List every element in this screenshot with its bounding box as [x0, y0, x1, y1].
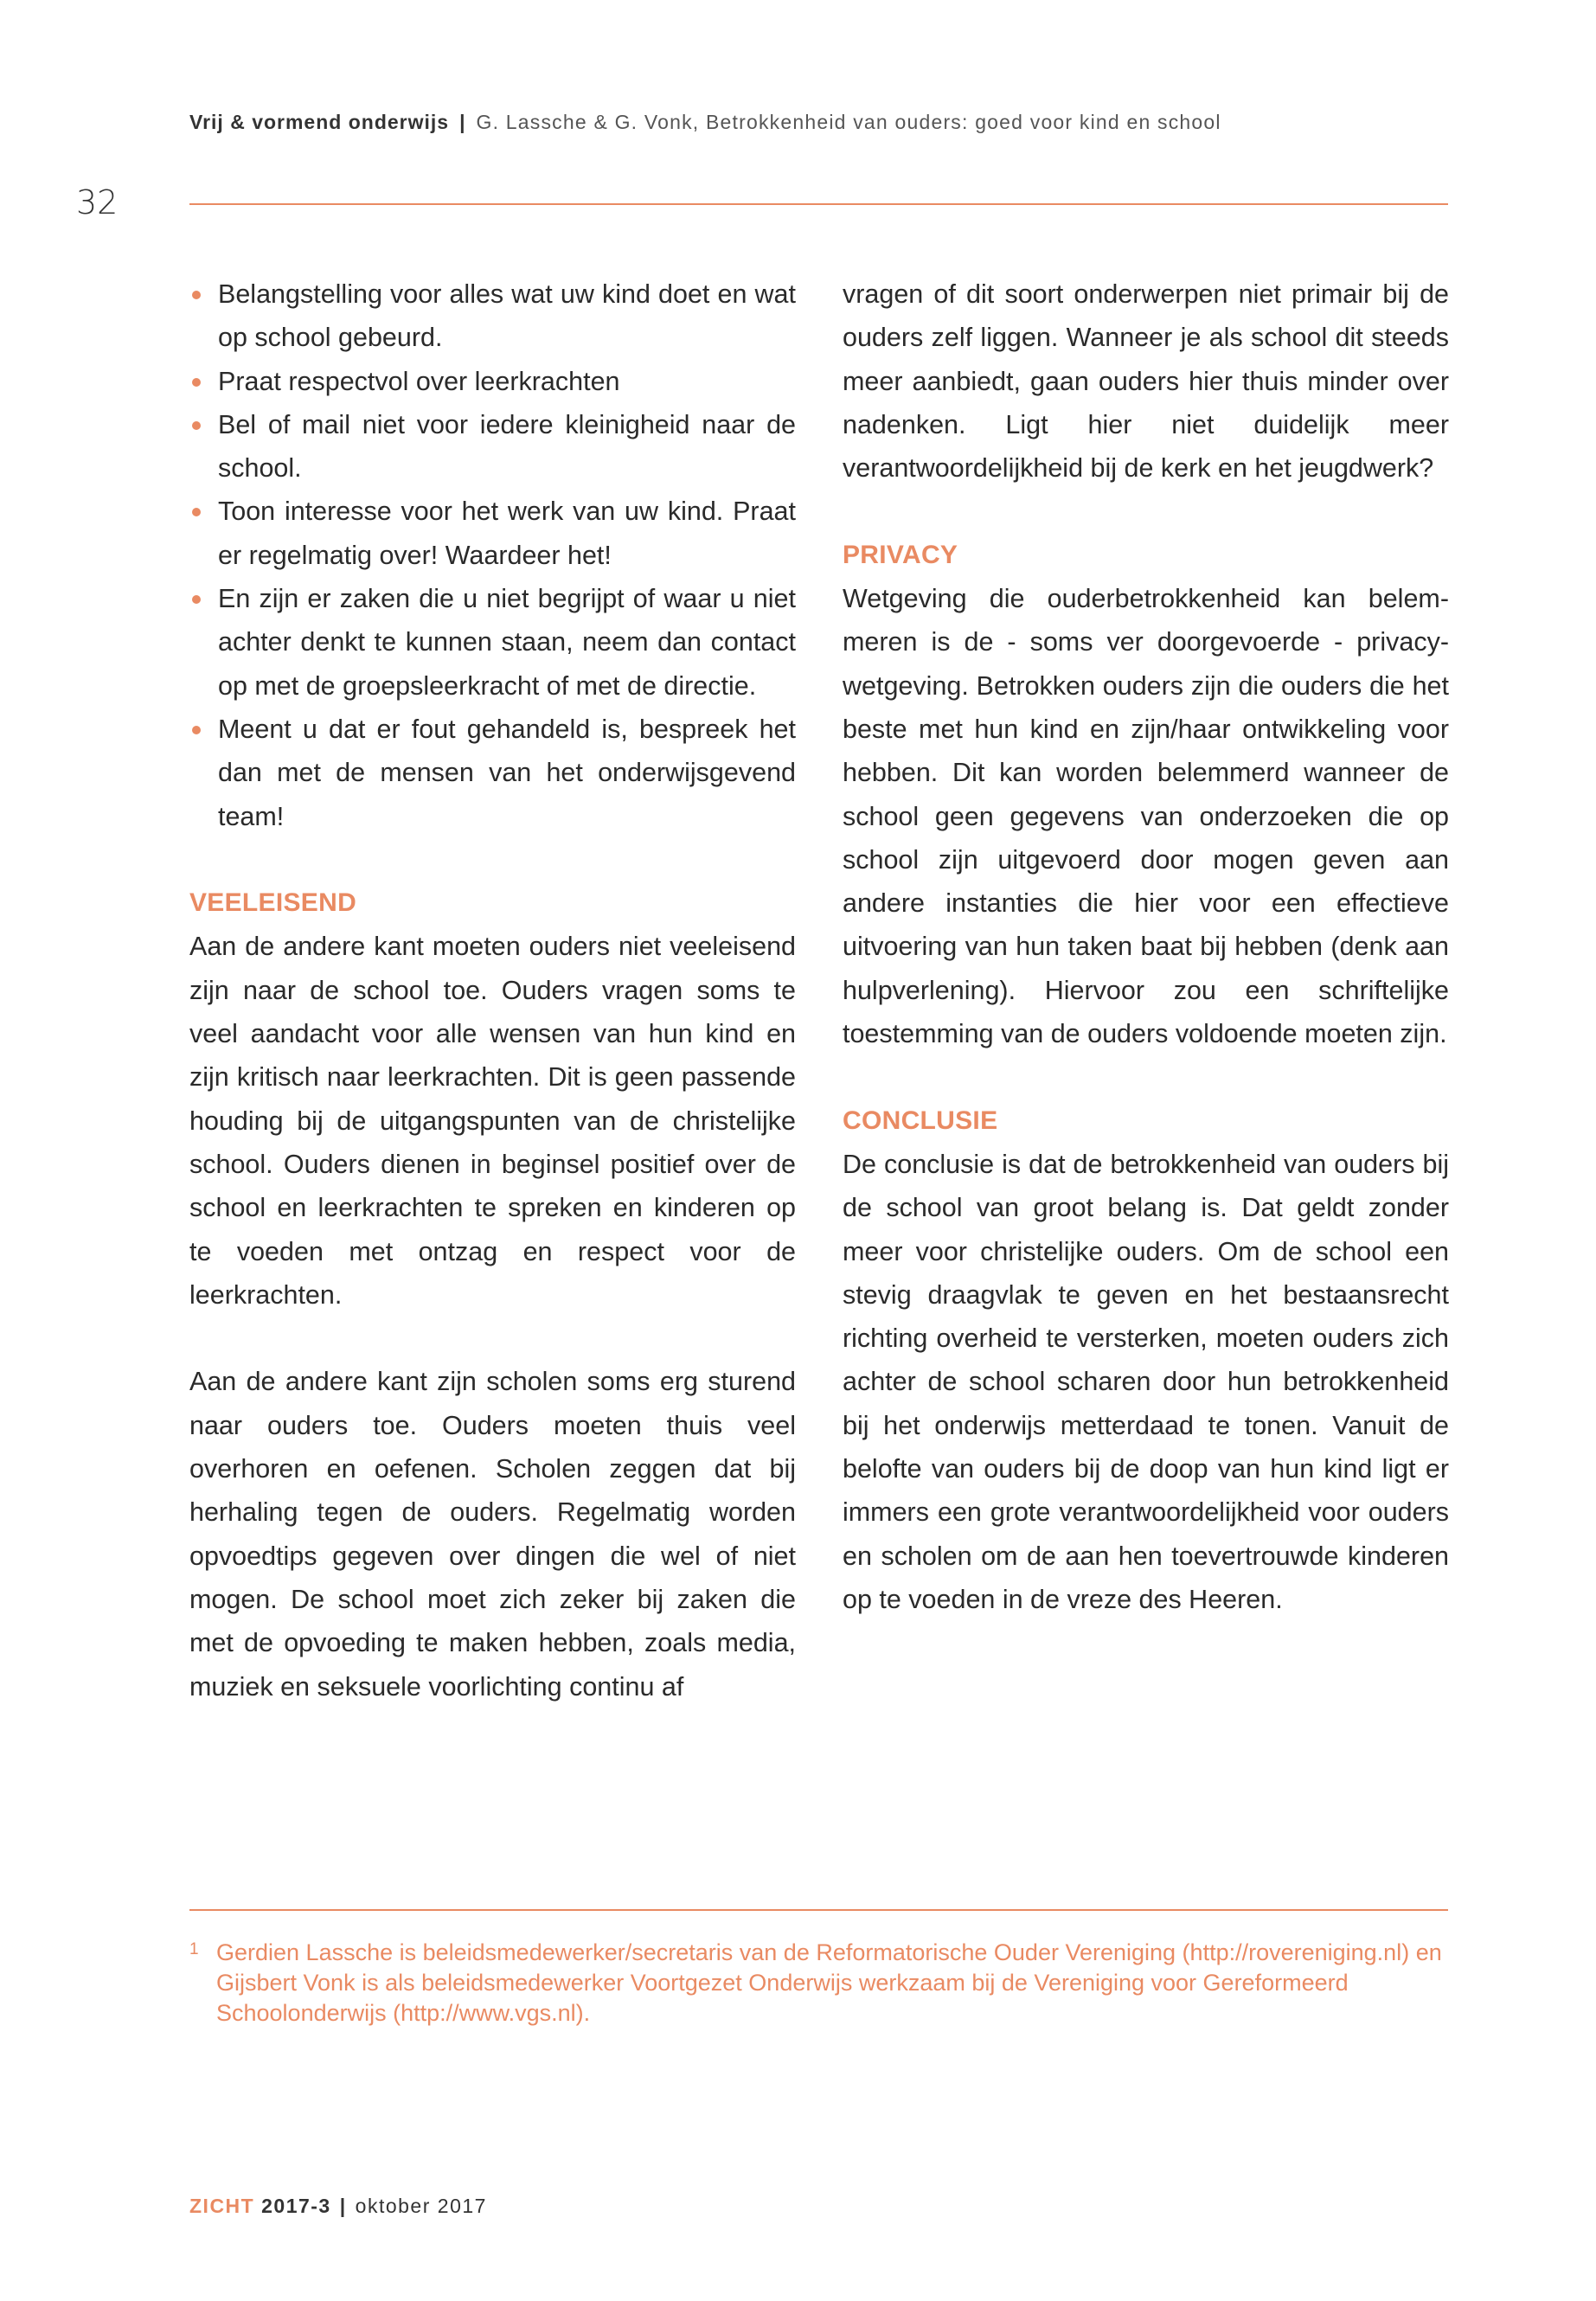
- footnote-text: Gerdien Lassche is beleidsmedewerker/secretaris van de Reformatorische Ouder Vereniging (http://roverenіging.nl) en Gijsbert Vonk is als beleidsmedewerker Voortgezet Onderwijs werkzaam bij de Vereniging voor Gereformeerd Schoolonderwijs (http://www.vgs.nl).: [216, 1939, 1442, 2026]
- section-heading-conclusie: CONCLUSIE: [843, 1106, 998, 1135]
- list-item: Meent u dat er fout gehandeld is, bespreek het dan met de mensen van het onderwijsgevend team!: [189, 708, 796, 838]
- paragraph: Wetgeving die ouderbetrokkenheid kan belemmeren is de - soms ver doorgevoerde - privacywetgeving. Betrokken ouders zijn die ouders die het beste met hun kind en zijn/haar ontwikkeling voor hebben. Dit kan worden belemmerd wanneer de school geen gegevens van onderzoeken die op school zijn uitgevoerd door mogen geven aan andere instanties die hier voor een effectieve uitvoering van hun taken baat bij hebben (denk aan hulpverlening). Hiervoor zou een schriftelijke toestemming van de ouders voldoende moeten zijn.: [843, 584, 1449, 1049]
- list-item: Belangstelling voor alles wat uw kind doet en wat op school gebeurd.: [189, 272, 796, 360]
- list-item: Praat respectvol over leerkrachten: [189, 360, 796, 403]
- journal-section-title: Vrij & vormend onderwijs: [189, 111, 450, 133]
- tips-list: [189, 272, 796, 838]
- footnote-divider: [189, 1909, 1448, 1911]
- header-separator: |: [459, 111, 466, 133]
- running-footer: [189, 2195, 487, 2218]
- issue-date: oktober 2017: [355, 2195, 487, 2217]
- spacer: [843, 490, 1449, 533]
- magazine-brand: ZICHT: [189, 2195, 255, 2217]
- paragraph: De conclusie is dat de betrokkenheid van ouders bij de school van groot belang is. Dat geldt zonder meer voor christelijke ouders. Om de school een stevig draagvlak te geven en het bestaansrecht richting overheid te versterken, moeten ouders zich achter de school scharen door hun betrokkenheid bij het onderwijs metterdaad te tonen. Vanuit de belofte van ouders bij de doop van hun kind ligt er immers een grote verantwoordelijkheid voor ouders en scholen om de aan hen toevertrouwde kinderen op te voeden in de vreze des Heeren.: [843, 1149, 1449, 1614]
- list-item: Bel of mail niet voor iedere kleinigheid naar de school.: [189, 403, 796, 490]
- left-column: [189, 272, 796, 1708]
- header-divider: [189, 203, 1448, 205]
- paragraph: Aan de andere kant moeten ouders niet veeleisend zijn naar de school toe. Ouders vragen soms te veel aandacht voor alle wensen van hun kind en zijn kritisch naar leerkrachten. Dit is geen passende houding bij de uitgangspunten van de christelijke school. Ouders dienen in beginsel positief over de school en leerkrachten te spreken en kinderen op te voeden met ontzag en respect voor de leerkrachten.: [189, 932, 796, 1310]
- paragraph: Aan de andere kant zijn scholen soms erg sturend naar ouders toe. Ouders moeten thuis veel overhoren en oefenen. Scholen zeggen dat bij herhaling tegen de ouders. Regelmatig worden opvoedtips gegeven over dingen die wel of niet mogen. De school moet zich zeker bij zaken die met de opvoeding te maken hebben, zoals media, muziek en seksuele voorlichting continu af: [189, 1367, 796, 1702]
- section-heading-privacy: PRIVACY: [843, 540, 958, 569]
- section-heading-veeleisend: VEELEISEND: [189, 888, 357, 918]
- article-title: G. Lassche & G. Vonk, Betrokkenheid van ouders: goed voor kind en school: [476, 111, 1221, 133]
- footer-separator: |: [339, 2195, 347, 2217]
- spacer: [843, 1055, 1449, 1099]
- running-header: [189, 111, 1221, 134]
- list-item: En zijn er zaken die u niet begrijpt of waar u niet achter denkt te kunnen staan, neem dan contact op met de groepsleerkracht of met de directie.: [189, 577, 796, 708]
- issue-number: 2017-3: [261, 2195, 331, 2217]
- spacer: [189, 1317, 796, 1360]
- list-item: Toon interesse voor het werk van uw kind. Praat er regelmatig over! Waardeer het!: [189, 490, 796, 577]
- footnote: [189, 1938, 1448, 2029]
- page-number: 32: [76, 183, 119, 221]
- footnote-number: 1: [189, 1940, 199, 1958]
- paragraph: vragen of dit soort onderwerpen niet primair bij de ouders zelf liggen. Wanneer je als school dit steeds meer aanbiedt, gaan ouders hier thuis minder over nadenken. Ligt hier niet duidelijk meer verantwoordelijkheid bij de kerk en het jeugdwerk?: [843, 279, 1449, 484]
- right-column: [843, 272, 1449, 1621]
- spacer: [189, 838, 796, 881]
